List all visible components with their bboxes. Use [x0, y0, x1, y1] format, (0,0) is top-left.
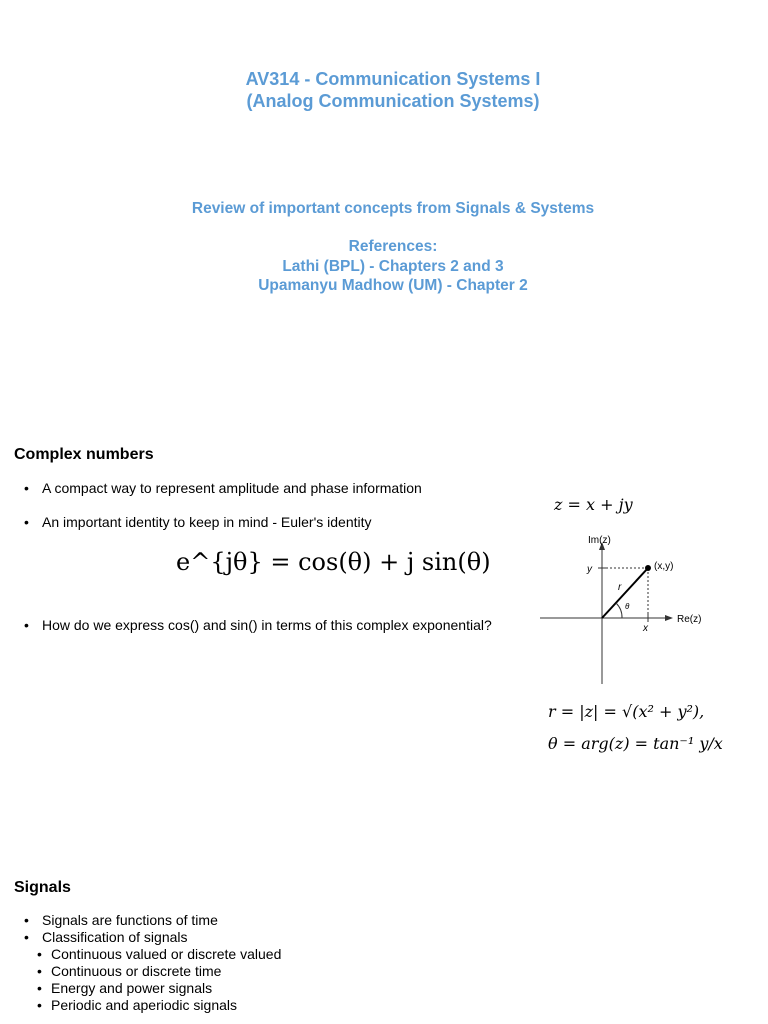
review-line: Review of important concepts from Signals & Systems [191, 200, 595, 217]
im-label: Im(z) [588, 535, 611, 546]
euler-formula-text: e^{jθ} = cos(θ) + j sin(θ) [176, 548, 491, 576]
sub-bullet-text: Continuous valued or discrete valued [51, 946, 282, 962]
sub-bullet-text: Periodic and aperiodic signals [51, 997, 237, 1013]
reference-madhow: Upamanyu Madhow (UM) - Chapter 2 [258, 277, 528, 294]
y-label: y [587, 564, 592, 575]
bullet-text: An important identity to keep in mind - Euler's identity [42, 514, 372, 530]
bullet-text: How do we express cos() and sin() in terms of this complex exponential? [42, 617, 492, 633]
sub-bullet-text: Energy and power signals [51, 980, 213, 996]
title-line-1: AV314 - Communication Systems I [245, 69, 541, 89]
re-label: Re(z) [677, 614, 702, 625]
modulus-formula: r = |z| = √(x² + y²), [548, 702, 705, 721]
reference-lathi: Lathi (BPL) - Chapters 2 and 3 [282, 257, 504, 275]
course-title [0, 68, 768, 112]
complex-numbers-heading: Complex numbers [14, 446, 154, 463]
real-axis-arrow [665, 615, 673, 621]
euler-identity [176, 548, 491, 576]
bullet-text: Classification of signals [42, 929, 188, 945]
z-formula: z = x + jy [554, 495, 633, 514]
bullet-text: Signals are functions of time [42, 912, 218, 928]
signals-heading: Signals [14, 879, 71, 896]
theta-label: θ [625, 602, 630, 611]
theta-arc [616, 603, 622, 618]
references-block [0, 237, 768, 296]
point-xy [645, 565, 651, 571]
point-label: (x,y) [654, 561, 674, 572]
title-line-2: (Analog Communication Systems) [246, 91, 540, 111]
r-label: r [618, 582, 622, 593]
argument-formula: θ = arg(z) = tan⁻¹ y/x [548, 734, 723, 753]
x-label: x [643, 623, 648, 634]
bullet-text: A compact way to represent amplitude and phase information [42, 480, 422, 496]
complex-plane-diagram [536, 530, 736, 690]
sub-bullet-text: Continuous or discrete time [51, 963, 222, 979]
references-label: References: [348, 238, 438, 255]
